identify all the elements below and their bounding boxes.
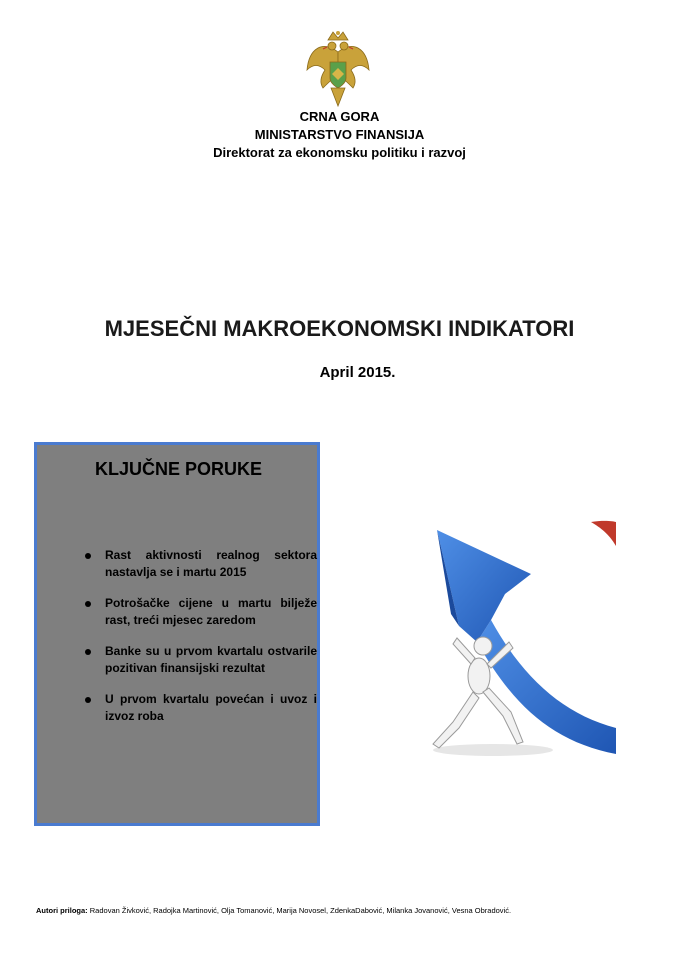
bullet-icon: [85, 601, 91, 607]
header-country: CRNA GORA: [299, 109, 380, 124]
institution-header: [0, 108, 679, 162]
coat-of-arms-emblem: [303, 30, 373, 110]
key-messages-list: [83, 547, 317, 739]
list-item: Rast aktivnosti realnog sektora nastavlja se i martu 2015: [83, 547, 317, 581]
header-directorate: Direktorat za ekonomsku politiku i razvoj: [213, 145, 466, 160]
bullet-icon: [85, 649, 91, 655]
bullet-icon: [85, 553, 91, 559]
bullet-icon: [85, 697, 91, 703]
authors-label: Autori priloga:: [36, 906, 88, 915]
authors-footer: [36, 906, 511, 915]
list-item: Potrošačke cijene u martu bilježe rast, treći mjesec zaredom: [83, 595, 317, 629]
growth-arrow-illustration: [413, 518, 619, 760]
document-date: April 2015.: [319, 364, 396, 381]
authors-names: Radovan Živković, Radojka Martinović, Olja Tomanović, Marija Novosel, ZdenkaDabović, Milanka Jovanović, Vesna Obradović.: [89, 906, 512, 915]
list-item: Banke su u prvom kvartalu ostvarile pozitivan finansijski rezultat: [83, 643, 317, 677]
key-messages-title: KLJUČNE PORUKE: [95, 459, 263, 479]
header-ministry: MINISTARSTVO FINANSIJA: [254, 127, 425, 142]
key-messages-box: [34, 442, 320, 826]
document-title: MJESEČNI MAKROEKONOMSKI INDIKATORI: [104, 316, 575, 341]
list-item: U prvom kvartalu povećan i uvoz i izvoz roba: [83, 691, 317, 725]
